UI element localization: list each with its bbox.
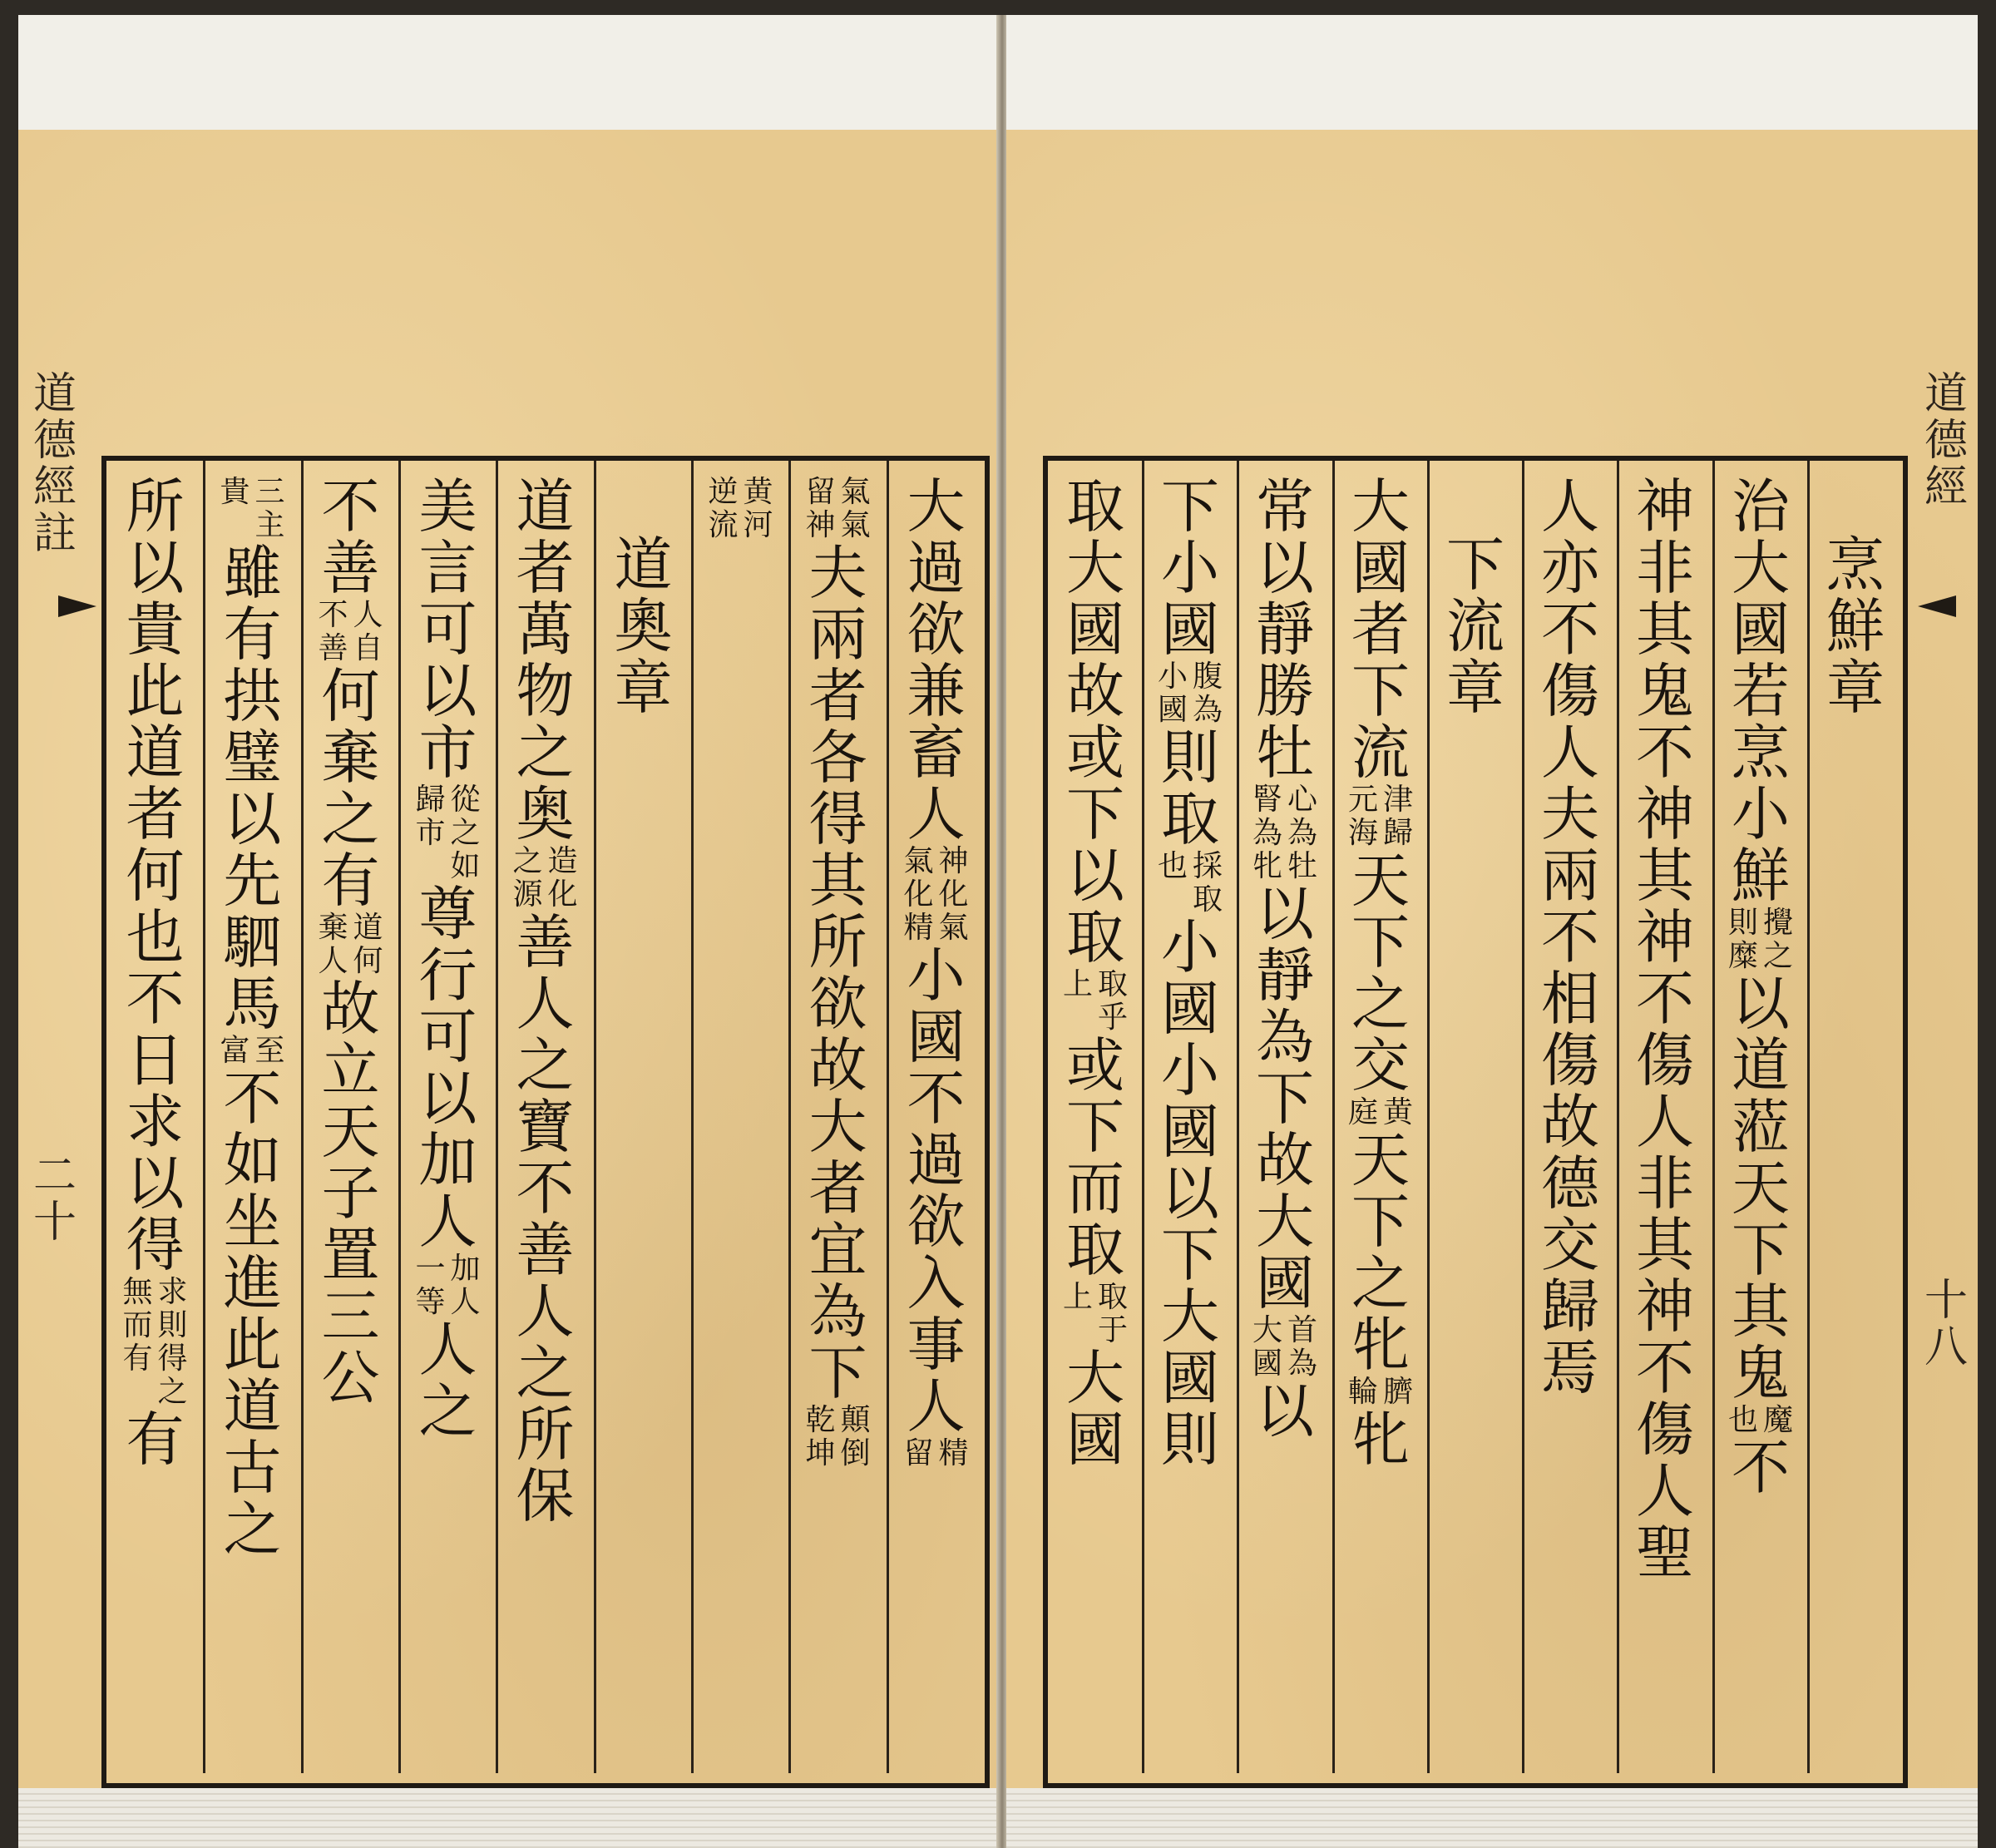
text-column	[1238, 472, 1332, 1773]
right-page	[1006, 15, 1978, 1848]
main-text: 夫兩者各得其所欲故大者宜為下	[808, 539, 867, 1407]
interlinear-note	[316, 599, 386, 665]
note-line-right: 三主	[254, 475, 285, 542]
note-line-right: 精	[938, 1436, 969, 1470]
right-page-paper	[1006, 130, 1978, 1788]
note-line-right: 腹為	[1192, 660, 1223, 727]
note-line-left: 逆流	[708, 475, 739, 542]
main-text: 常以靜勝牡	[1256, 472, 1314, 787]
note-line-right: 攪之	[1762, 906, 1793, 973]
interlinear-note	[1060, 968, 1130, 1035]
note-line-left: 上	[1062, 967, 1093, 1001]
note-line-left: 上	[1062, 1280, 1093, 1314]
main-text: 善人之寶不善人之所保	[516, 908, 575, 1530]
page-edge	[1006, 1788, 1978, 1848]
note-line-left: 貴	[220, 475, 250, 509]
note-line-right: 加人	[450, 1252, 481, 1319]
note-line-left: 富	[220, 1034, 250, 1068]
interlinear-note	[902, 1437, 971, 1470]
text-column	[399, 472, 497, 1773]
chapter-title: 道奧章	[614, 531, 673, 722]
text-column	[302, 472, 399, 1773]
interlinear-note	[1346, 783, 1415, 850]
left-folio-number: 二十	[32, 1151, 77, 1248]
chapter-title: 烹鮮章	[1826, 531, 1885, 722]
main-text: 不如坐進此道古之	[223, 1065, 282, 1564]
main-text: 取大國故或下以取	[1066, 472, 1124, 971]
right-folio-number: 十八	[1924, 1276, 1968, 1372]
main-text: 大國者下流	[1351, 472, 1410, 787]
note-line-right: 心為牡	[1287, 783, 1317, 883]
text-column	[1618, 472, 1712, 1773]
interlinear-note	[1250, 1314, 1320, 1381]
text-column	[1333, 472, 1428, 1773]
main-text: 有	[126, 1406, 185, 1474]
note-line-right: 臍	[1382, 1375, 1413, 1409]
main-text: 以靜為下故大國	[1256, 880, 1314, 1317]
note-line-left: 一等	[415, 1252, 446, 1319]
interlinear-note	[1250, 783, 1320, 883]
note-line-right: 求則得之	[157, 1275, 188, 1409]
note-line-right: 顛倒	[840, 1403, 871, 1470]
left-page	[18, 15, 998, 1848]
main-text: 尊行可以加人	[418, 880, 477, 1256]
interlinear-note	[1346, 1376, 1415, 1409]
note-line-left: 也	[1727, 1403, 1758, 1437]
chapter-title: 下流章	[1446, 531, 1504, 722]
interlinear-note	[1155, 660, 1225, 727]
text-column	[1808, 476, 1903, 1773]
interlinear-note	[1060, 1281, 1130, 1347]
note-line-right: 黄河	[743, 475, 773, 542]
main-text: 天下之交	[1351, 847, 1410, 1099]
text-column	[497, 472, 594, 1773]
note-line-left: 元海	[1347, 783, 1378, 850]
interlinear-note	[218, 1035, 288, 1068]
main-text: 大過欲兼畜人	[907, 472, 966, 848]
fish-tail-mark	[58, 595, 96, 617]
interlinear-note	[1346, 1096, 1415, 1129]
right-text-frame	[1043, 456, 1908, 1788]
interlinear-note	[413, 1253, 483, 1319]
page-edge	[18, 1788, 998, 1848]
interlinear-note	[121, 1276, 190, 1409]
interlinear-note	[902, 845, 971, 945]
main-text: 則取	[1161, 724, 1219, 853]
note-line-left: 不善	[318, 598, 348, 665]
interlinear-note	[1155, 850, 1225, 917]
main-text: 道者萬物之奥	[516, 472, 575, 848]
main-text: 以道蒞天下其鬼	[1732, 970, 1790, 1407]
note-line-right: 取乎	[1097, 967, 1128, 1035]
interlinear-note	[1726, 1404, 1796, 1437]
note-line-right: 道何	[353, 911, 383, 978]
note-line-left: 乾坤	[805, 1403, 836, 1470]
main-text: 或下而取	[1066, 1031, 1124, 1284]
main-text: 以	[1256, 1377, 1314, 1445]
text-column	[1048, 472, 1143, 1773]
interlinear-note	[413, 783, 483, 883]
left-page-paper	[18, 130, 998, 1788]
note-line-left: 留	[903, 1436, 934, 1470]
note-line-left: 棄人	[318, 911, 348, 978]
text-column	[692, 476, 789, 1773]
left-margin-title: 道德經註	[32, 369, 77, 559]
main-text: 人之	[418, 1316, 477, 1445]
text-column	[789, 476, 887, 1773]
note-line-left: 無而有	[122, 1275, 153, 1376]
interlinear-note	[316, 912, 386, 978]
main-text: 大國	[1066, 1344, 1124, 1474]
main-text: 不善	[321, 472, 380, 602]
note-line-left: 大國	[1252, 1313, 1282, 1381]
note-line-right: 造化	[547, 844, 578, 912]
note-line-left: 之源	[512, 844, 543, 912]
note-line-right: 採取	[1192, 849, 1223, 917]
text-column	[595, 476, 692, 1773]
main-text: 美言可以市	[418, 472, 477, 787]
note-line-left: 也	[1157, 849, 1188, 883]
note-line-left: 氣化精	[903, 844, 934, 945]
open-book	[18, 15, 1978, 1848]
interlinear-note	[803, 476, 873, 542]
note-line-right: 首為	[1287, 1313, 1317, 1381]
text-column	[887, 472, 985, 1773]
text-column	[204, 476, 301, 1773]
text-column	[1713, 472, 1808, 1773]
text-column	[1428, 476, 1523, 1773]
interlinear-note	[706, 476, 776, 542]
note-line-right: 取于	[1097, 1280, 1128, 1347]
note-line-left: 歸市	[415, 783, 446, 850]
note-line-right: 黄	[1382, 1095, 1413, 1129]
main-text: 神非其鬼不神其神不傷人非其神不傷人聖	[1636, 472, 1694, 1587]
note-line-right: 至	[254, 1034, 285, 1068]
text-column	[1143, 472, 1238, 1773]
main-text: 天下之牝	[1351, 1126, 1410, 1379]
note-line-right: 津歸	[1382, 783, 1413, 850]
main-text: 小國小國以下大國則	[1161, 913, 1219, 1474]
interlinear-note	[1726, 907, 1796, 973]
main-text: 雖有拱璧以先駟馬	[223, 539, 282, 1038]
main-text: 小國不過欲入事人	[907, 941, 966, 1440]
interlinear-note	[218, 476, 288, 542]
note-line-left: 庭	[1347, 1095, 1378, 1129]
note-line-left: 留神	[805, 475, 836, 542]
interlinear-note	[803, 1404, 873, 1470]
right-margin-title: 道德經	[1924, 369, 1968, 512]
text-column	[106, 472, 204, 1773]
note-line-right: 魔	[1762, 1403, 1793, 1437]
text-column	[1523, 472, 1618, 1773]
main-text: 人亦不傷人夫兩不相傷故德交歸焉	[1541, 472, 1599, 1402]
note-line-right: 氣氣	[840, 475, 871, 542]
note-line-right: 人自	[353, 598, 383, 665]
interlinear-note	[511, 845, 581, 912]
note-line-left: 腎為牝	[1252, 783, 1282, 883]
fish-tail-mark	[1918, 595, 1956, 617]
note-line-left: 則糜	[1727, 906, 1758, 973]
main-text: 不	[1732, 1434, 1790, 1502]
note-line-left: 小國	[1157, 660, 1188, 727]
left-text-frame	[101, 456, 990, 1788]
main-text: 治大國若烹小鮮	[1732, 472, 1790, 910]
main-text: 故立天子置三公	[321, 975, 380, 1412]
main-text: 所以貴此道者何也不日求以得	[126, 472, 185, 1279]
note-line-right: 從之如	[450, 783, 481, 883]
main-text: 下小國	[1161, 472, 1219, 664]
note-line-right: 神化氣	[938, 844, 969, 945]
note-line-left: 輪	[1347, 1375, 1378, 1409]
main-text: 牝	[1351, 1406, 1410, 1474]
main-text: 何棄之有	[321, 662, 380, 915]
